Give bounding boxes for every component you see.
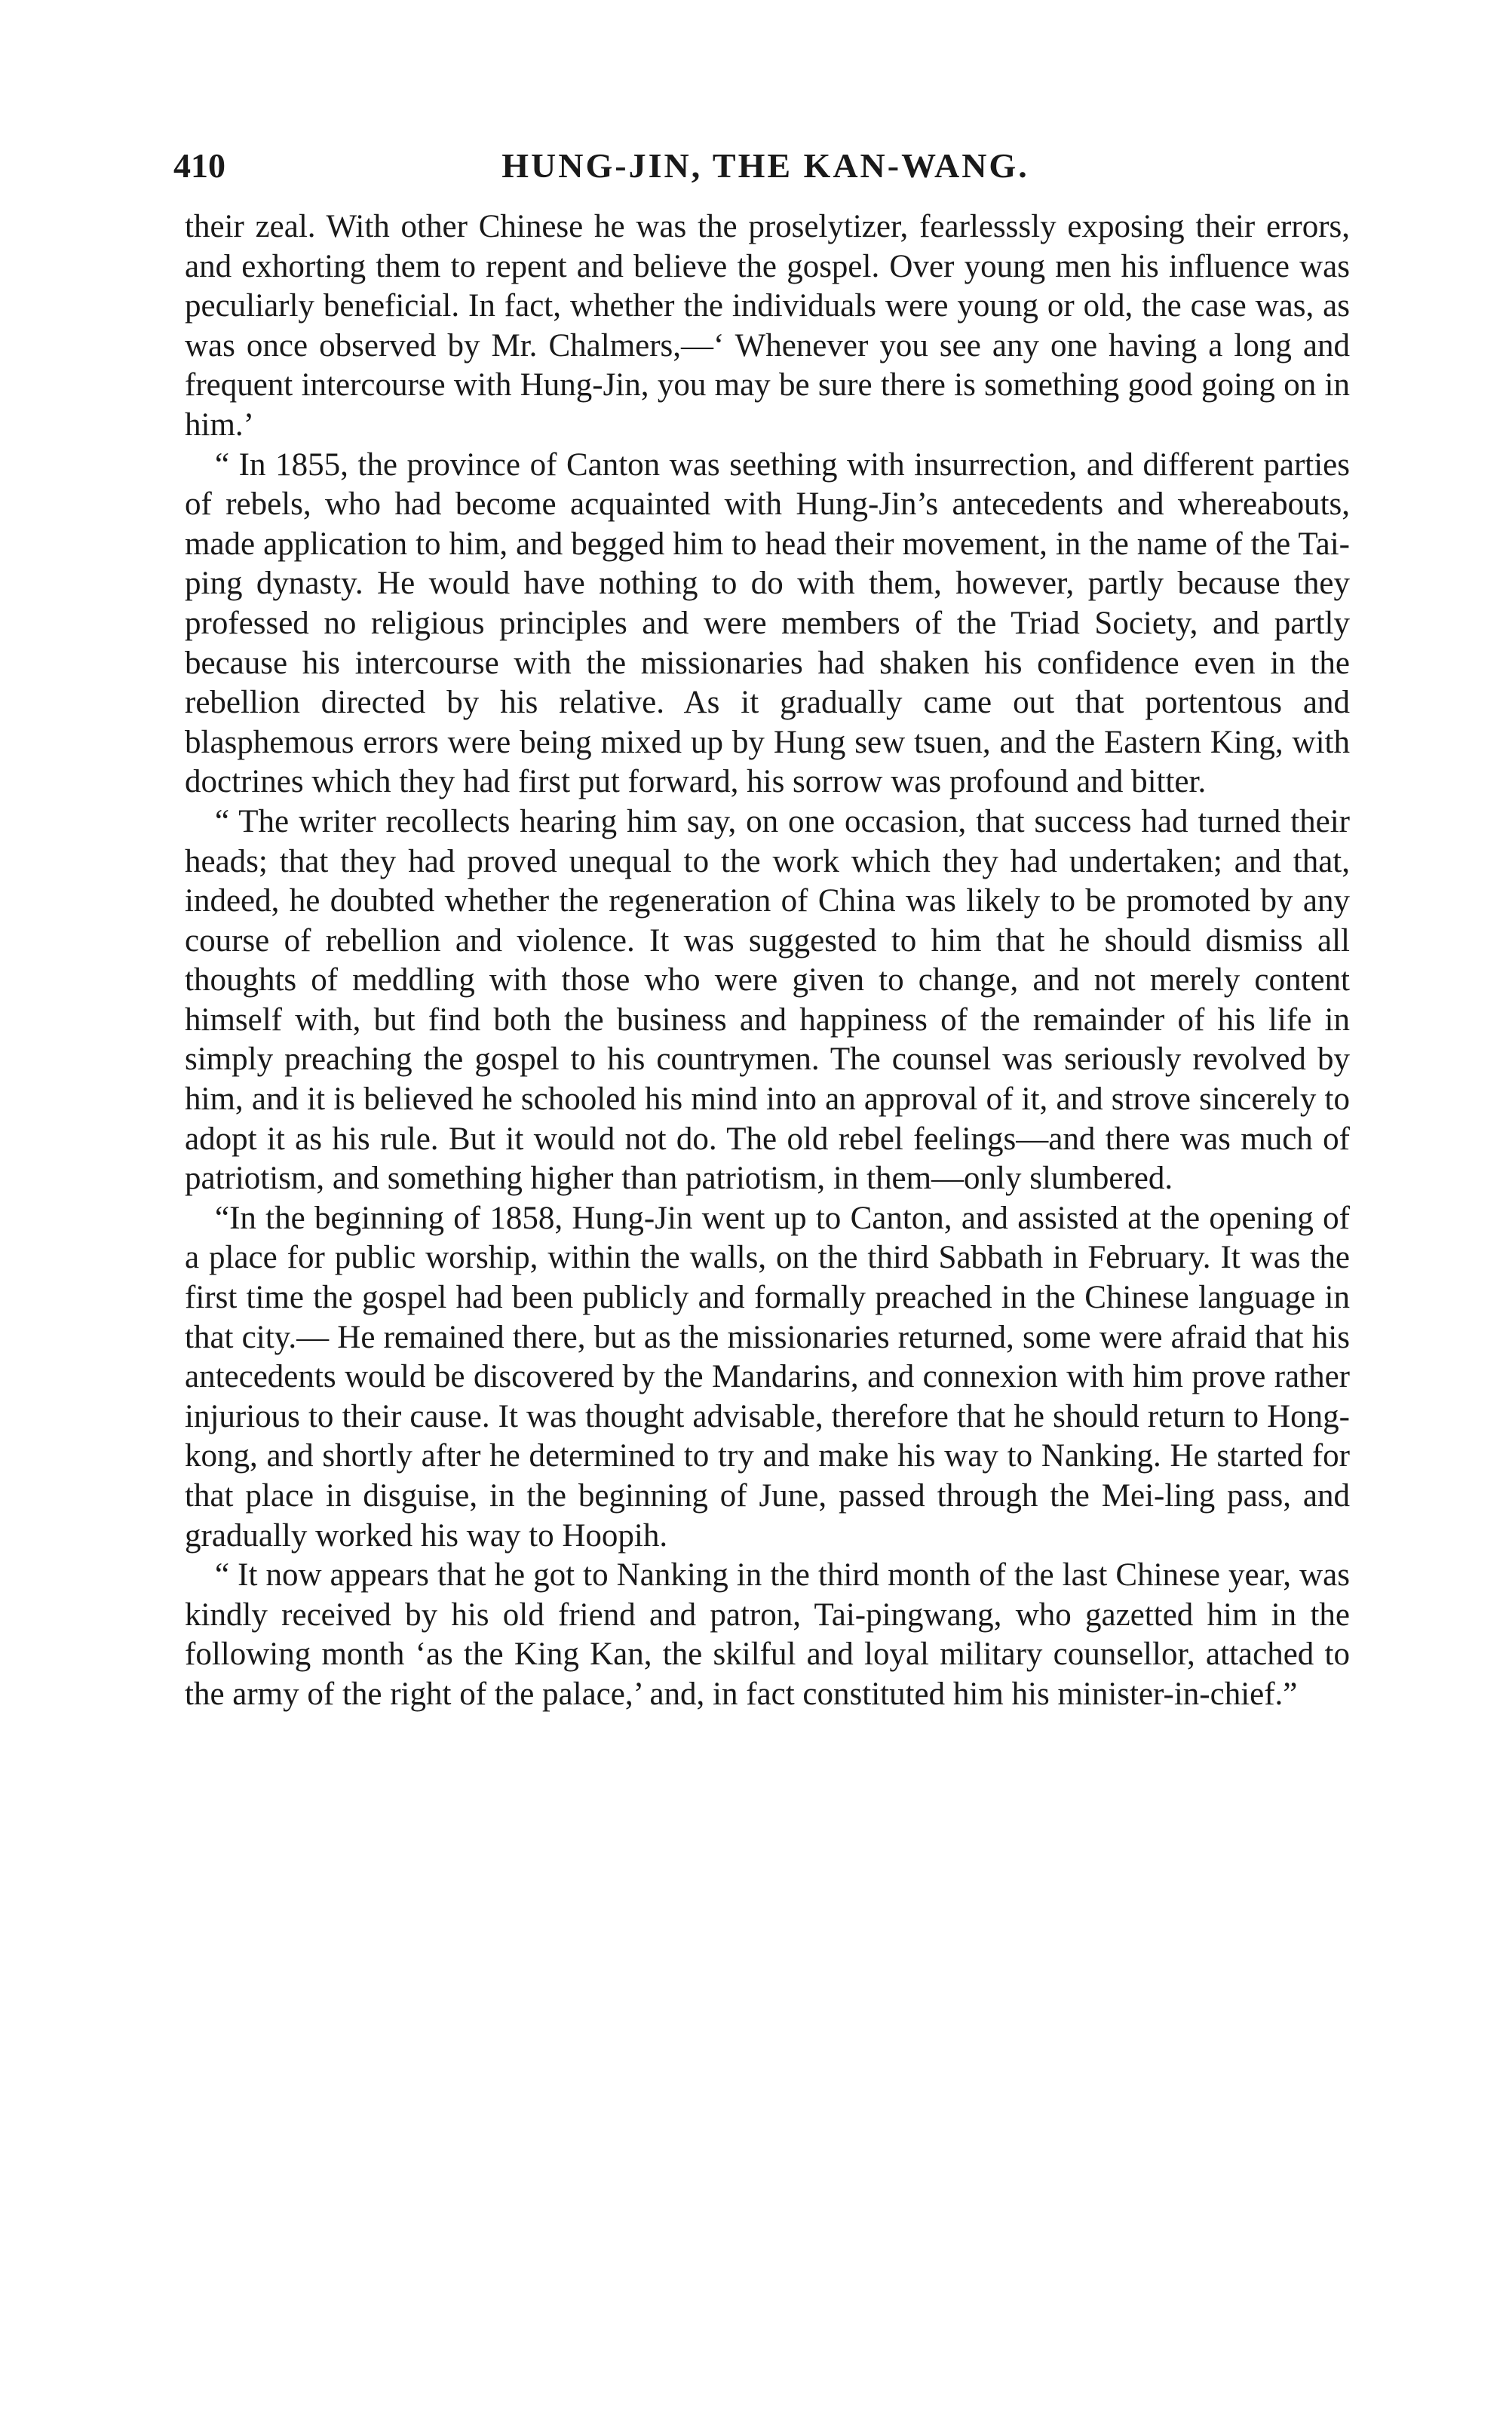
body-text	[185, 207, 1350, 1715]
page-number: 410	[173, 146, 225, 185]
paragraph: “In the beginning of 1858, Hung-Jin went up to Canton, and assisted at the opening of a place for public worship, within the walls, on the third Sabbath in February. It was the first time the gospel had been publicly and formally preached in the Chinese language in that city.— He remained there, but as the missionaries returned, some were afraid that his antecedents would be discovered by the Mandarins, and connexion with him prove rather injurious to their cause. It was thought advisable, therefore that he should return to Hong-kong, and shortly after he determined to try and make his way to Nanking. He started for that place in disguise, in the beginning of June, passed through the Mei-ling pass, and gradually worked his way to Hoopih.	[185, 1200, 1350, 1554]
page-header	[173, 143, 1357, 189]
paragraph: “ It now appears that he got to Nanking in the third month of the last Chinese year, was kindly received by his old friend and patron, Tai-pingwang, who gazetted him in the following month ‘as the King Kan, the skilful and loyal military counsellor, attached to the army of the right of the palace,’ and, in fact constituted him his minister-in-chief.”	[185, 1557, 1350, 1712]
paragraph: “ The writer recollects hearing him say, on one occasion, that success had turned their heads; that they had proved unequal to the work which they had undertaken; and that, indeed, he doubted whether the regeneration of China was likely to be promoted by any course of rebellion and violence. It was suggested to him that he should dismiss all thoughts of meddling with those who were given to change, and not merely content himself with, but find both the business and happiness of the remainder of his life in simply preaching the gospel to his countrymen. The counsel was seriously revolved by him, and it is believed he schooled his mind into an approval of it, and strove sincerely to adopt it as his rule. But it would not do. The old rebel feelings—and there was much of patriotism, and something higher than patriotism, in them—only slumbered.	[185, 803, 1350, 1197]
paragraph: their zeal. With other Chinese he was the proselytizer, fearlesssly exposing their errors, and exhorting them to repent and believe the gospel. Over young men his influence was peculiarly beneficial. In fact, whether the individuals were young or old, the case was, as was once observed by Mr. Chalmers,—‘ Whenever you see any one having a long and frequent intercourse with Hung-Jin, you may be sure there is something good going on in him.’	[185, 209, 1350, 443]
running-title: HUNG-JIN, THE KAN-WANG.	[501, 146, 1029, 185]
paragraph: “ In 1855, the province of Canton was seething with insurrection, and different parties of rebels, who had become acquainted with Hung-Jin’s antecedents and whereabouts, made application to him, and begged him to head their movement, in the name of the Tai-ping dynasty. He would have nothing to do with them, however, partly because they professed no religious principles and were members of the Triad Society, and partly because his intercourse with the missionaries had shaken his confidence even in the rebellion directed by his relative. As it gradually came out that portentous and blasphemous errors were being mixed up by Hung sew tsuen, and the Eastern King, with doctrines which they had first put forward, his sorrow was profound and bitter.	[185, 446, 1350, 800]
